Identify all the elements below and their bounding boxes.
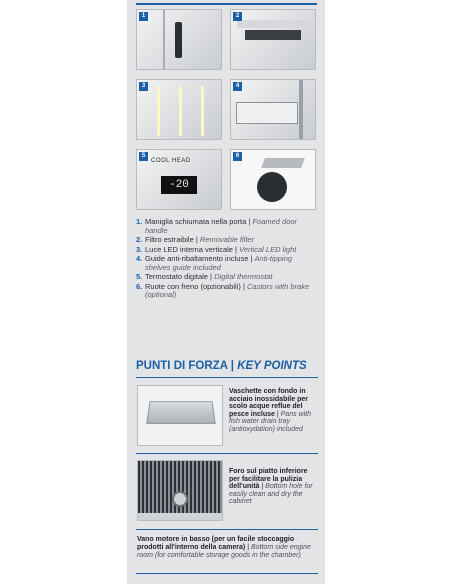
thumb-filter bbox=[230, 9, 316, 70]
thumb-number-badge: 2 bbox=[233, 12, 242, 21]
bottom-hole-image bbox=[137, 460, 223, 521]
thumb-door-handle bbox=[136, 9, 222, 70]
castor-wheel-icon bbox=[257, 172, 287, 202]
key-point-text: Foro sul piatto inferiore per facilitare la pulizia dell'unità | Bottom hole for easily clean and dry the cabinet bbox=[229, 468, 313, 506]
door-handle-icon bbox=[175, 22, 182, 58]
bottom-divider bbox=[136, 573, 318, 574]
list-item: 2. Filtro estraibile | Removable filter bbox=[136, 235, 255, 244]
shelf-guide-shape bbox=[236, 102, 298, 124]
thumb-number-badge: 6 bbox=[233, 152, 242, 161]
key-points-divider bbox=[136, 453, 318, 454]
door-split-line bbox=[163, 10, 165, 70]
thermostat-brand: COOL HEAD bbox=[151, 158, 191, 164]
thumb-led-light bbox=[136, 79, 222, 140]
thumb-number-badge: 5 bbox=[139, 152, 148, 161]
tray-shape bbox=[146, 401, 216, 424]
filter-slot-shape bbox=[245, 30, 301, 40]
filter-top-shape bbox=[237, 20, 311, 28]
thumb-shelf-guide bbox=[230, 79, 316, 140]
list-item: 6. Ruote con freno (opzionabili) | Castors with brake (optional) bbox=[136, 281, 310, 299]
thumb-castor bbox=[230, 149, 316, 210]
list-item: 5. Termostato digitale | Digital thermostat bbox=[136, 272, 273, 281]
led-bar-icon bbox=[201, 86, 204, 136]
castor-plate-shape bbox=[261, 158, 305, 168]
thermostat-display: -20 bbox=[161, 176, 197, 194]
key-points-divider bbox=[136, 377, 318, 378]
top-divider bbox=[136, 3, 317, 5]
list-item: 3. Luce LED interna verticale | Vertical LED light bbox=[136, 244, 297, 254]
led-bar-icon bbox=[179, 86, 182, 136]
thumb-thermostat bbox=[136, 149, 222, 210]
list-item: 4. Guide anti-ribaltamento incluse | Anti-tipping shelves guide included bbox=[136, 254, 293, 272]
led-bar-icon bbox=[157, 86, 160, 136]
list-item: 1. Maniglia schiumata nella porta | Foamed door handle bbox=[136, 217, 298, 235]
key-point-text: Vaschette con fondo in acciaio inossidabile per scolo acque reflue del pesce incluse | Pans with fish water drain tray (antioxydation) included bbox=[229, 388, 311, 433]
thumb-number-badge: 3 bbox=[139, 82, 148, 91]
key-points-divider bbox=[136, 529, 318, 530]
thumb-number-badge: 4 bbox=[233, 82, 242, 91]
rail-shape bbox=[299, 80, 303, 140]
feature-list bbox=[136, 218, 318, 301]
key-points-title: PUNTI DI FORZA | KEY POINTS bbox=[136, 360, 307, 372]
thumb-number-badge: 1 bbox=[139, 12, 148, 21]
key-point-bottom-text: Vano motore in basso (per un facile stoccaggio prodotti all'interno della camera) | Bottom side engine room (for comfortable storage goods in the chamber) bbox=[137, 536, 311, 559]
drain-hole-icon bbox=[172, 491, 188, 507]
tray-image bbox=[137, 385, 223, 446]
